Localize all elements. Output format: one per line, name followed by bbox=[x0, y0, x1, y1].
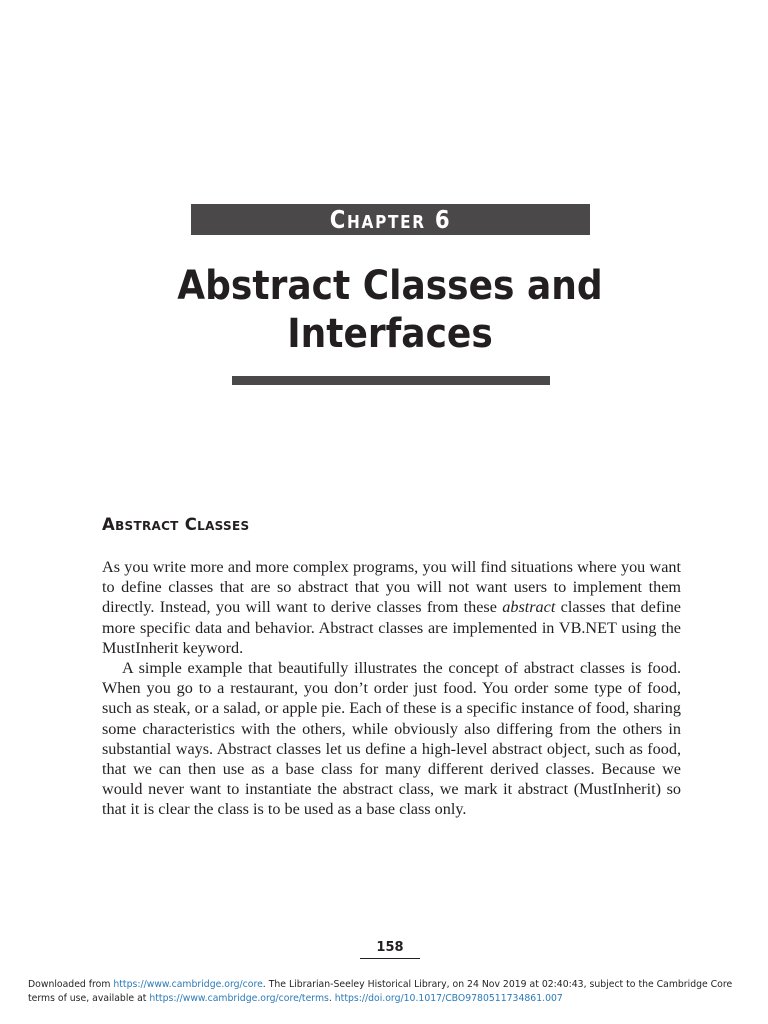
cambridge-terms-link[interactable]: https://www.cambridge.org/core/terms bbox=[149, 992, 329, 1004]
title-divider bbox=[232, 376, 550, 385]
chapter-banner bbox=[191, 204, 590, 235]
paragraph-1-intro: As you write more and more complex programs, you will find situations where you want to define classes that are so abstract that you will not want users to implement them directly. Instead, you will want to derive classes from these bbox=[102, 558, 681, 617]
doi-link[interactable]: https://doi.org/10.1017/CBO9780511734861.007 bbox=[334, 992, 563, 1004]
chapter-title bbox=[100, 262, 680, 358]
footer-downloaded-from: Downloaded from bbox=[28, 979, 114, 990]
paragraph-1-outro: classes that define more specific data and behavior. Abstract classes are implemented in VB.NET using the MustInherit keyword. bbox=[102, 598, 681, 657]
emphasis-abstract: abstract bbox=[502, 598, 556, 617]
chapter-label: Chapter 6 bbox=[329, 205, 452, 234]
footer-library-text: . The Librarian-Seeley Historical Library, on 24 Nov 2019 at 02:40:43, subject to the Cambridge Core terms of use, available at bbox=[28, 979, 733, 1004]
paragraph-1 bbox=[102, 557, 681, 658]
body-text bbox=[102, 557, 681, 820]
section-heading: Abstract Classes bbox=[102, 515, 250, 534]
chapter-title-line-2: Interfaces bbox=[287, 311, 493, 357]
chapter-title-line-1: Abstract Classes and bbox=[177, 263, 603, 309]
paragraph-2: A simple example that beautifully illustrates the concept of abstract classes is food. When you go to a restaurant, you don’t order just food. You order some type of food, such as steak, or a salad, or apple pie. Each of these is a specific instance of food, sharing some characteristics with the others, while obviously also differing from the others in substantial ways. Abstract classes let us define a high-level abstract object, such as food, that we can then use as a base class for many different derived classes. Because we would never want to instantiate the abstract class, we mark it abstract (MustInherit) so that it is clear the class is to be used as a base class only. bbox=[102, 659, 681, 819]
page-number-underline bbox=[360, 958, 420, 959]
download-footer bbox=[28, 978, 748, 1005]
page-number: 158 bbox=[376, 940, 404, 955]
footer-separator: . bbox=[328, 992, 335, 1004]
cambridge-core-link[interactable]: https://www.cambridge.org/core bbox=[113, 979, 263, 990]
